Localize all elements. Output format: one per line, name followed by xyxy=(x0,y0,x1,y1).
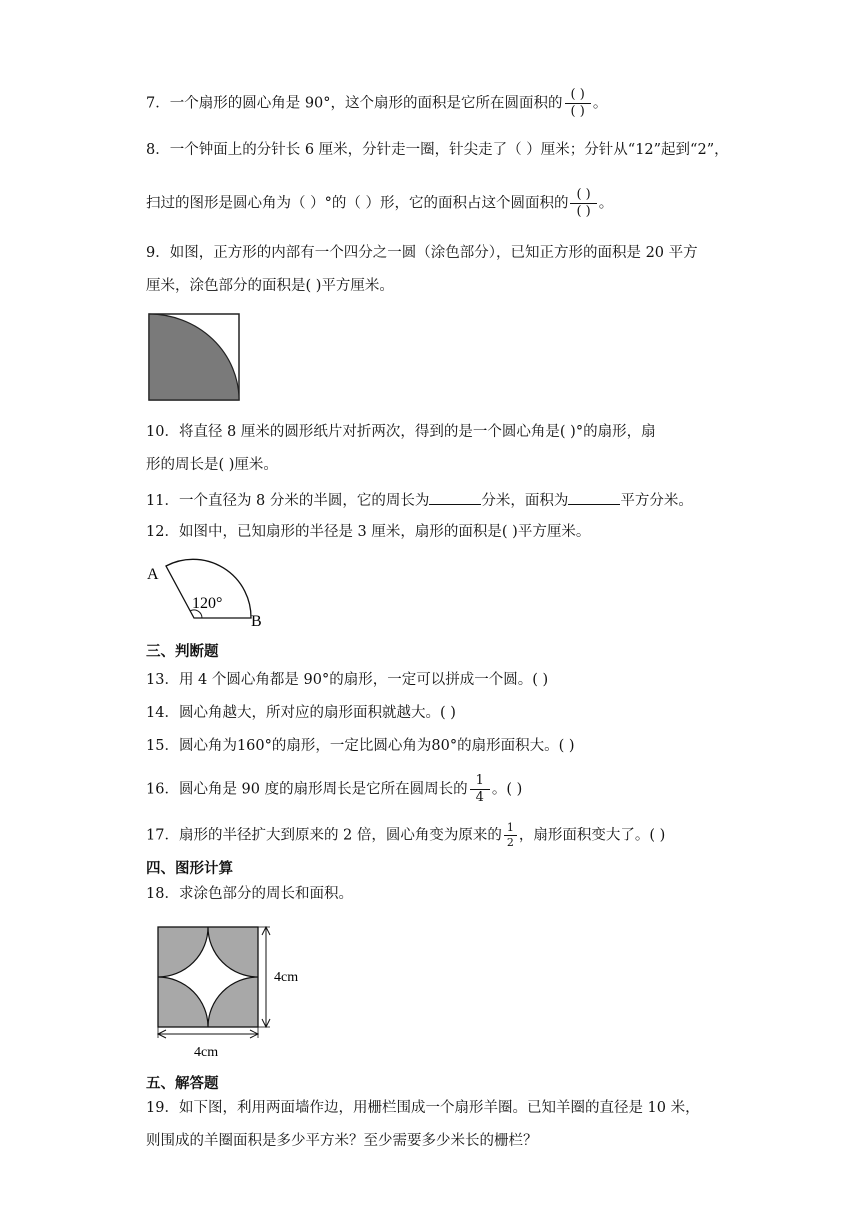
question-14: 14．圆心角越大，所对应的扇形面积就越大。( ) xyxy=(146,705,456,721)
q8-fraction xyxy=(570,188,596,219)
q16-tail: 。( ) xyxy=(491,781,523,798)
q8-numerator: ( ) xyxy=(570,188,596,204)
question-8-line-1: 8．一个钟面上的分针长 6 厘米，分针走一圈，针尖走了（ ）厘米；分针从“12”起到“2”， xyxy=(146,142,729,158)
label-a: A xyxy=(147,566,159,583)
question-9-line-2: 厘米，涂色部分的面积是( )平方厘米。 xyxy=(146,278,394,294)
q8-text: 扫过的图形是圆心角为（ ）°的（ ）形，它的面积占这个圆面积的 xyxy=(146,195,569,212)
q11-text-c: 平方分米。 xyxy=(620,493,693,509)
q17-denominator: 2 xyxy=(506,836,514,849)
q11-blank-2 xyxy=(568,490,620,505)
angle-label: 120° xyxy=(192,595,223,612)
q16-text: 16．圆心角是 90 度的扇形周长是它所在圆周长的 xyxy=(146,781,468,798)
q17-fraction xyxy=(504,822,517,849)
shaded-square-figure xyxy=(152,922,312,1062)
question-10-line-1: 10．将直径 8 厘米的圆形纸片对折两次，得到的是一个圆心角是( )°的扇形，扇 xyxy=(146,424,656,440)
q7-numerator: ( ) xyxy=(565,88,591,104)
q17-text-a: 17．扇形的半径扩大到原来的 2 倍，圆心角变为原来的 xyxy=(146,827,502,844)
q11-text-b: 分米，面积为 xyxy=(481,493,569,509)
question-13: 13．用 4 个圆心角都是 90°的扇形，一定可以拼成一个圆。( ) xyxy=(146,672,549,688)
question-17 xyxy=(146,822,665,849)
q16-fraction xyxy=(470,774,490,805)
question-16 xyxy=(146,774,522,805)
q7-fraction xyxy=(565,88,591,119)
question-15: 15．圆心角为160°的扇形，一定比圆心角为80°的扇形面积大。( ) xyxy=(146,738,575,754)
section-5-heading: 五、解答题 xyxy=(146,1076,219,1092)
q17-text-b: ，扇形面积变大了。( ) xyxy=(518,827,666,844)
question-19-line-1: 19．如下图，利用两面墙作边，用栅栏围成一个扇形羊圈。已知羊圈的直径是 10 米， xyxy=(146,1100,700,1116)
question-12: 12．如图中，已知扇形的半径是 3 厘米，扇形的面积是( )平方厘米。 xyxy=(146,524,591,540)
question-19-line-2: 则围成的羊圈面积是多少平方米？至少需要多少米长的栅栏？ xyxy=(146,1133,538,1149)
label-b: B xyxy=(251,613,262,630)
q16-numerator: 1 xyxy=(470,774,490,790)
question-11 xyxy=(146,490,693,511)
q11-blank-1 xyxy=(429,490,481,505)
question-7 xyxy=(146,88,607,119)
question-10-line-2: 形的周长是( )厘米。 xyxy=(146,457,278,473)
section-3-heading: 三、判断题 xyxy=(146,644,219,660)
q17-numerator: 1 xyxy=(504,822,517,836)
q7-tail: 。 xyxy=(592,95,608,112)
side-length-label: 4cm xyxy=(274,970,299,985)
sector-figure xyxy=(146,556,276,632)
q8-denominator: ( ) xyxy=(576,204,591,219)
q7-denominator: ( ) xyxy=(570,104,585,119)
section-4-heading: 四、图形计算 xyxy=(146,861,233,877)
q7-text: 7．一个扇形的圆心角是 90°，这个扇形的面积是它所在圆面积的 xyxy=(146,95,563,112)
question-18: 18．求涂色部分的周长和面积。 xyxy=(146,886,353,902)
quarter-circle-figure xyxy=(148,313,242,403)
q11-text-a: 11．一个直径为 8 分米的半圆，它的周长为 xyxy=(146,493,430,509)
q8-tail: 。 xyxy=(598,195,614,212)
question-9-line-1: 9．如图，正方形的内部有一个四分之一圆（涂色部分），已知正方形的面积是 20 平方 xyxy=(146,245,698,261)
question-8-line-2 xyxy=(146,188,613,219)
q16-denominator: 4 xyxy=(475,790,484,805)
bottom-length-label: 4cm xyxy=(194,1045,219,1060)
